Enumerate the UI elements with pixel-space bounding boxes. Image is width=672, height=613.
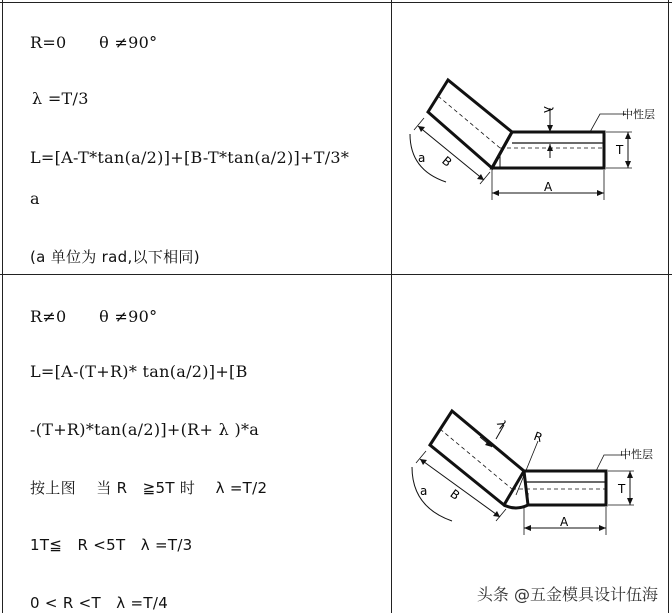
lambda-label: λ xyxy=(493,418,510,432)
table-left-border xyxy=(2,0,3,613)
length-b-label: B xyxy=(447,486,463,503)
table-column-divider xyxy=(391,0,392,613)
row1-condition: R=0 θ ≠90° xyxy=(30,33,158,52)
length-a-label: A xyxy=(560,515,569,529)
neutral-layer-label: 中性层 xyxy=(620,448,653,461)
row2-condition: R≠0 θ ≠90° xyxy=(30,307,158,326)
row2-formula-line2: -(T+R)*tan(a/2)]+(R+ λ )*a xyxy=(30,420,260,439)
radius-label: R xyxy=(531,429,545,446)
table-row-divider xyxy=(0,274,672,275)
angled-leg-outline xyxy=(430,411,524,505)
thickness-label: T xyxy=(618,482,626,496)
bend-diagram-sharp xyxy=(400,70,660,210)
flat-leg-outline xyxy=(524,471,606,505)
table-top-border xyxy=(0,2,672,3)
length-a-label: A xyxy=(544,180,553,194)
row2-rule-3: 0 < R <T λ =T/4 xyxy=(30,594,169,612)
row1-lambda: λ =T/3 xyxy=(32,89,89,108)
row2-rule-1: 按上图 当 R ≧5T 时 λ =T/2 xyxy=(30,479,268,497)
neutral-layer-label: 中性层 xyxy=(622,108,655,121)
row1-note: (a 单位为 rad,以下相同) xyxy=(30,248,200,266)
row1-formula-line2: a xyxy=(30,189,40,208)
thickness-label: T xyxy=(616,143,624,157)
row2-rule-2: 1T≦ R <5T λ =T/3 xyxy=(30,536,193,554)
row2-formula-line1: L=[A-(T+R)* tan(a/2)]+[B xyxy=(30,362,248,381)
watermark: 头条 @五金模具设计伍海 xyxy=(476,585,658,604)
angle-a-label: a xyxy=(418,151,426,165)
bend-diagram-radius xyxy=(400,395,660,540)
table-right-border xyxy=(668,0,669,613)
lambda-label: λ xyxy=(541,106,555,114)
length-b-label: B xyxy=(439,153,455,170)
row1-formula-line1: L=[A-T*tan(a/2)]+[B-T*tan(a/2)]+T/3* xyxy=(30,148,350,167)
angle-a-label: a xyxy=(420,484,428,498)
